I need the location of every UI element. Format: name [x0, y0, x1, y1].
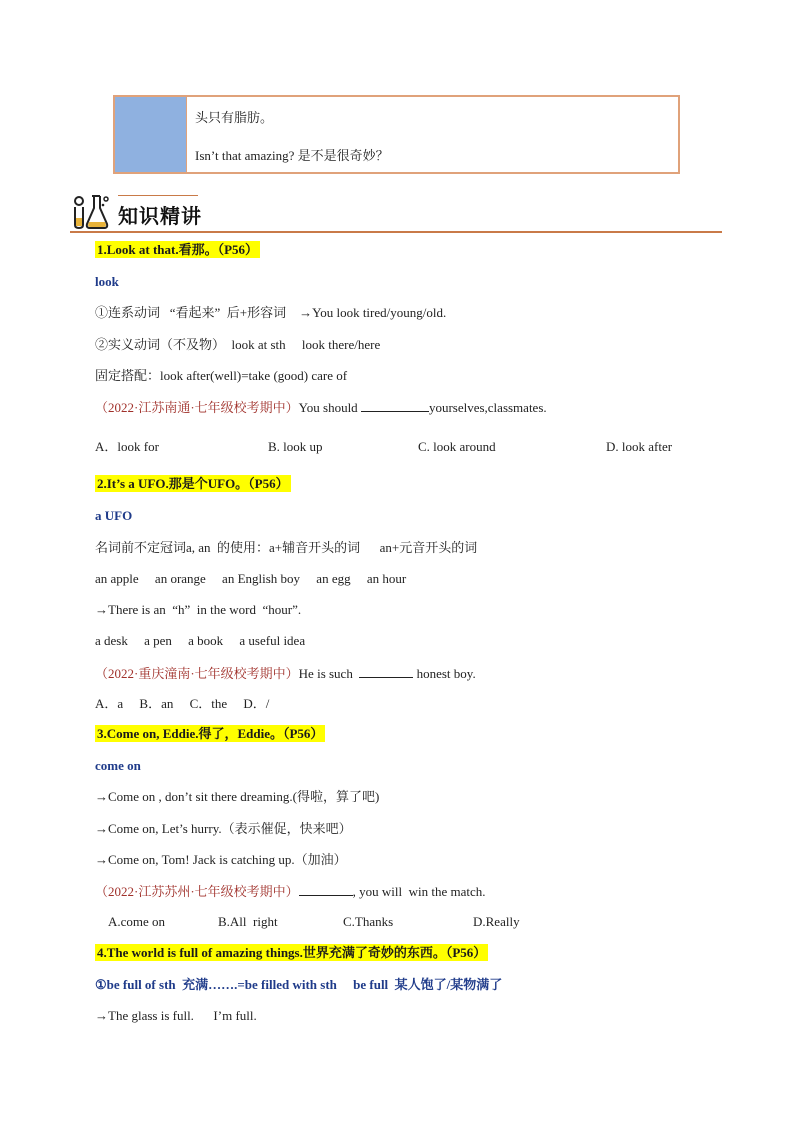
- item-1-question-pre: You should: [298, 400, 361, 415]
- item-3-line-c: →Come on, Tom! Jack is catching up.（加油）: [95, 852, 347, 867]
- item-1-keyword: look: [95, 274, 119, 289]
- item-2-question-post: honest boy.: [413, 666, 476, 681]
- item-3-question-post: , you will win the match.: [352, 884, 486, 899]
- item-1-heading: [95, 242, 260, 258]
- item-2-question: [95, 665, 476, 682]
- item-2-options: A．a B．an C．the D．/: [95, 696, 270, 711]
- item-3-blank: [299, 883, 353, 896]
- section-header-topline: [118, 195, 198, 196]
- item-3-line-b: →Come on, Let’s hurry.（表示催促，快来吧）: [95, 821, 352, 836]
- top-table-box: [113, 95, 680, 174]
- item-3-option-a: A.come on: [108, 914, 166, 929]
- item-1-option-c: C. look around: [418, 439, 496, 454]
- item-3-heading-text: 3.Come on, Eddie.得了，Eddie。（P56）: [97, 726, 324, 741]
- item-3-source: （2022·江苏苏州·七年级校考期中）: [95, 884, 299, 899]
- item-3-keyword: come on: [95, 758, 141, 773]
- section-header-underline: [70, 231, 722, 233]
- item-1-line-b: ②实义动词（不及物） look at sth look there/here: [95, 337, 381, 352]
- item-3-question: [95, 883, 486, 900]
- item-2-blank: [359, 665, 413, 678]
- item-2-heading: [95, 476, 291, 492]
- item-3-heading: [95, 726, 325, 742]
- item-1-line-c: 固定搭配：look after(well)=take (good) care of: [95, 368, 348, 383]
- item-1-question-post: yourselves,classmates.: [428, 400, 547, 415]
- item-2-line-b: an apple an orange an English boy an egg an hour: [95, 571, 407, 586]
- item-1-question: [95, 399, 547, 416]
- item-2-line-c: →There is an “h” in the word “hour”.: [95, 602, 302, 617]
- item-3-option-d: D.Really: [473, 914, 520, 929]
- item-3-option-b: B.All right: [218, 914, 278, 929]
- item-1-option-d: D. look after: [606, 439, 673, 454]
- item-1-heading-text: 1.Look at that.看那。（P56）: [97, 242, 259, 257]
- item-4-heading: [95, 945, 488, 961]
- item-1-option-a: A．look for: [95, 439, 159, 454]
- table-label-cell: [115, 97, 187, 172]
- table-text-line-1: 头只有脂肪。: [195, 110, 274, 125]
- item-3-line-a: →Come on , don’t sit there dreaming.(得啦，算了吧): [95, 789, 380, 804]
- item-1-source: （2022·江苏南通·七年级校考期中）: [95, 400, 299, 415]
- item-1-blank: [361, 399, 429, 412]
- item-3-option-c: C.Thanks: [343, 914, 394, 929]
- item-2-question-pre: He is such: [298, 666, 360, 681]
- table-text-line-2: Isn’t that amazing? 是不是很奇妙？: [195, 148, 389, 163]
- item-2-line-a: 名词前不定冠词a, an 的使用：a+辅音开头的词 an+元音开头的词: [95, 540, 478, 555]
- item-2-line-d: a desk a pen a book a useful idea: [95, 633, 306, 648]
- item-2-keyword: a UFO: [95, 508, 133, 523]
- item-4-keyword: ①be full of sth 充满…….=be filled with sth be full 某人饱了/某物满了: [95, 977, 503, 992]
- item-2-heading-text: 2.It’s a UFO.那是个UFO。（P56）: [97, 476, 289, 491]
- item-4-heading-text: 4.The world is full of amazing things.世界充满了奇妙的东西。（P56）: [97, 945, 487, 960]
- item-4-line-a: →The glass is full. I’m full.: [95, 1008, 257, 1023]
- item-1-option-b: B. look up: [268, 439, 323, 454]
- section-title: 知识精讲: [118, 204, 202, 228]
- item-2-source: （2022·重庆潼南·七年级校考期中）: [95, 666, 299, 681]
- item-1-line-a: ①连系动词 “看起来” 后+形容词 →You look tired/young/old.: [95, 305, 447, 320]
- flask-icon: [70, 192, 112, 230]
